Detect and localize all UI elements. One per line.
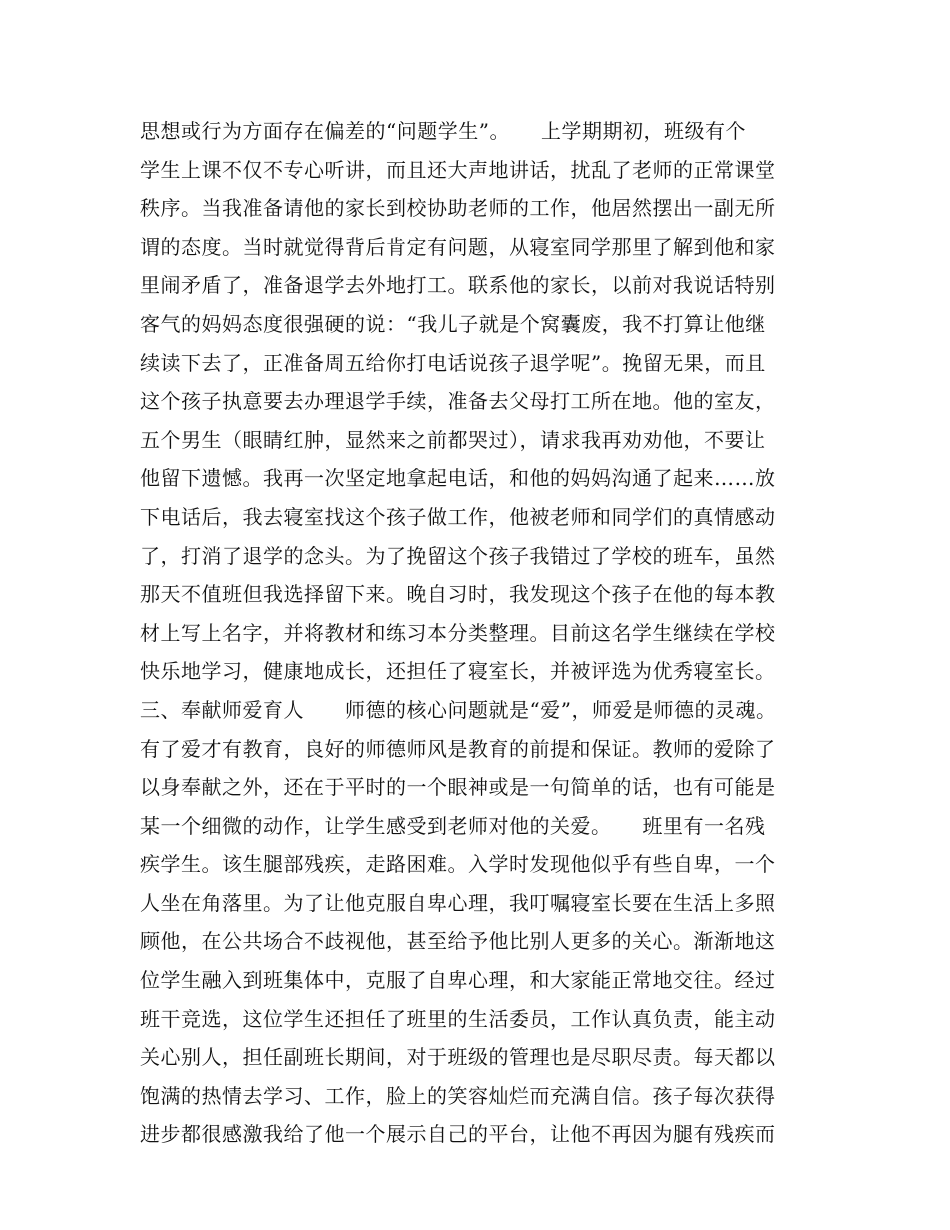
body-text	[140, 112, 840, 1154]
text-line: 位学生融入到班集体中，克服了自卑心理，和大家能正常地交往。经过	[140, 968, 776, 993]
text-line: 疾学生。该生腿部残疾，走路困难。入学时发现他似乎有些自卑，一个	[140, 852, 776, 877]
text-line: 秩序。当我准备请他的家长到校协助老师的工作，他居然摆出一副无所	[140, 196, 776, 221]
text-line: 那天不值班但我选择留下来。晚自习时，我发现这个孩子在他的每本教	[140, 582, 776, 607]
text-line: 班干竞选，这位学生还担任了班里的生活委员，工作认真负责，能主动	[140, 1006, 776, 1031]
text-line: 续读下去了，正准备周五给你打电话说孩子退学呢”。挽留无果，而且	[140, 350, 766, 375]
text-line: 五个男生（眼睛红肿，显然来之前都哭过），请求我再劝劝他，不要让	[140, 427, 766, 452]
text-line: 这个孩子执意要去办理退学手续，准备去父母打工所在地。他的室友，	[140, 389, 776, 414]
text-line: 材上写上名字，并将教材和练习本分类整理。目前这名学生继续在学校	[140, 620, 776, 645]
text-line: 人坐在角落里。为了让他克服自卑心理，我叮嘱寝室长要在生活上多照	[140, 890, 776, 915]
text-line: 学生上课不仅不专心听讲，而且还大声地讲话，扰乱了老师的正常课堂	[140, 157, 776, 182]
text-line: 关心别人，担任副班长期间，对于班级的管理也是尽职尽责。每天都以	[140, 1045, 776, 1070]
text-line: 他留下遗憾。我再一次坚定地拿起电话，和他的妈妈沟通了起来……放	[140, 466, 776, 491]
text-line: 了，打消了退学的念头。为了挽留这个孩子我错过了学校的班车，虽然	[140, 543, 776, 568]
text-line: 快乐地学习，健康地成长，还担任了寝室长，并被评选为优秀寝室长。	[140, 659, 776, 684]
text-line: 顾他，在公共场合不歧视他，甚至给予他比别人更多的关心。渐渐地这	[140, 929, 776, 954]
text-line: 饱满的热情去学习、工作，脸上的笑容灿烂而充满自信。孩子每次获得	[140, 1083, 776, 1108]
text-line: 进步都很感激我给了他一个展示自己的平台，让他不再因为腿有残疾而	[140, 1122, 776, 1147]
text-line: 里闹矛盾了，准备退学去外地打工。联系他的家长，以前对我说话特别	[140, 273, 776, 298]
text-line: 谓的态度。当时就觉得背后肯定有问题，从寝室同学那里了解到他和家	[140, 234, 776, 259]
text-line: 以身奉献之外，还在于平时的一个眼神或是一句简单的话，也有可能是	[140, 775, 776, 800]
text-line: 有了爱才有教育，良好的师德师风是教育的前提和保证。教师的爱除了	[140, 736, 776, 761]
text-line: 下电话后，我去寝室找这个孩子做工作，他被老师和同学们的真情感动	[140, 504, 776, 529]
text-line: 客气的妈妈态度很强硬的说：“我儿子就是个窝囊废，我不打算让他继	[140, 311, 766, 336]
section-heading-line: 三、奉献师爱育人 师德的核心问题就是“爱”，师爱是师德的灵魂。	[140, 697, 777, 722]
text-line: 思想或行为方面存在偏差的“问题学生”。 上学期期初，班级有个	[140, 119, 746, 143]
text-line: 某一个细微的动作，让学生感受到老师对他的关爱。 班里有一名残	[140, 813, 766, 838]
